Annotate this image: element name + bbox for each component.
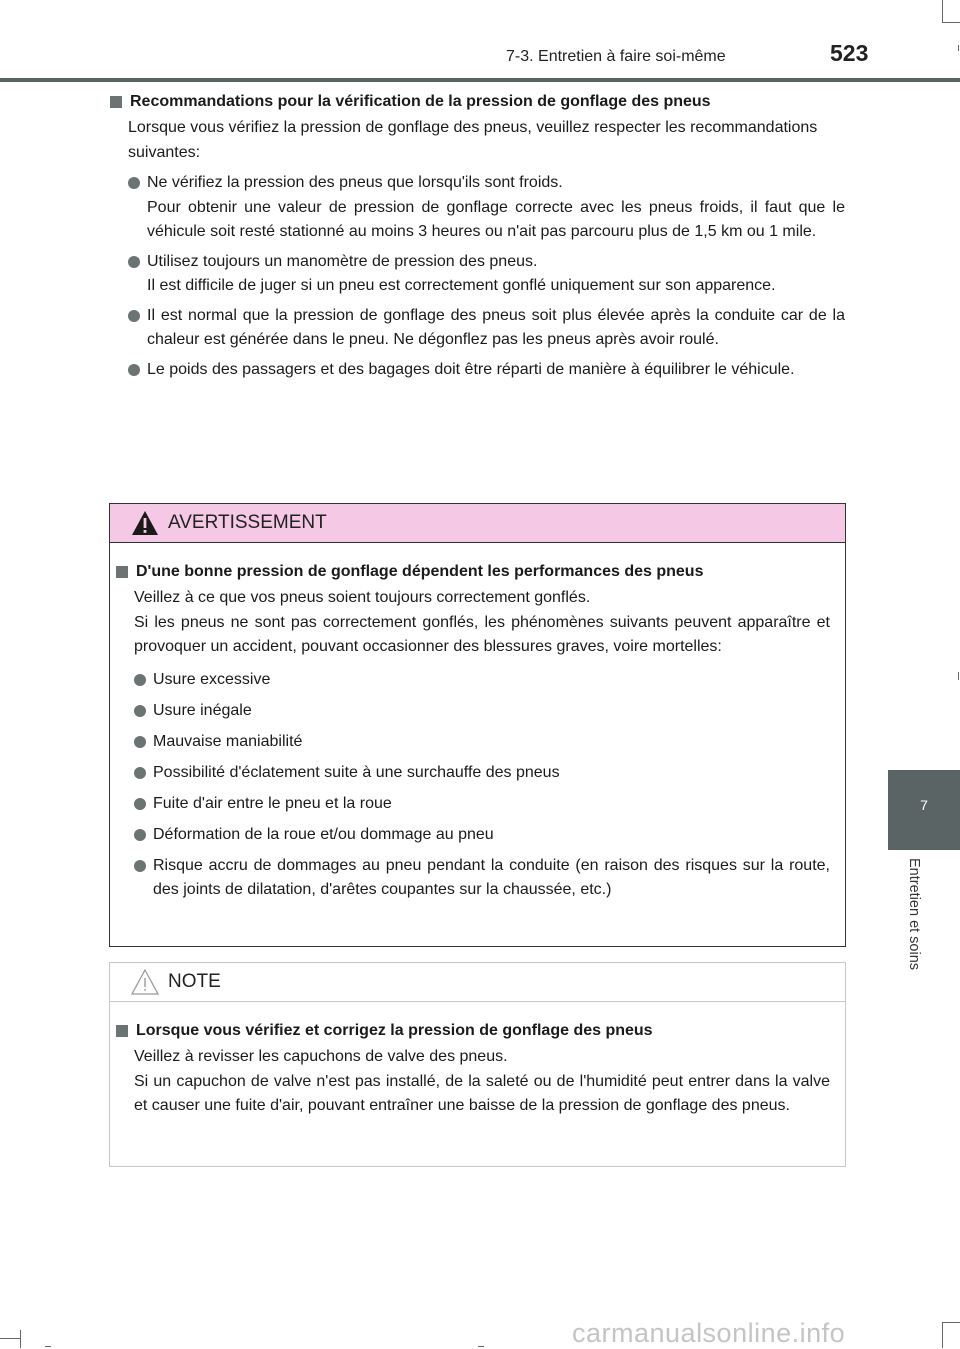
round-bullet-icon xyxy=(128,310,140,322)
list-item xyxy=(134,668,830,693)
list-item xyxy=(128,304,845,353)
note-header xyxy=(110,963,845,1002)
recommendation-list xyxy=(128,171,845,382)
list-item xyxy=(128,171,845,245)
list-item xyxy=(134,730,830,755)
warning-body xyxy=(110,543,845,903)
crop-mark xyxy=(45,1346,51,1347)
round-bullet-icon xyxy=(128,177,140,189)
note-body xyxy=(110,1002,845,1119)
round-bullet-icon xyxy=(128,364,140,376)
note-heading-text: Lorsque vous vérifiez et corrigez la pression de gonflage des pneus xyxy=(136,1022,653,1039)
section-title: 7-3. Entretien à faire soi-même xyxy=(506,48,726,65)
list-item-text: Usure inégale xyxy=(153,701,252,719)
warning-box xyxy=(109,503,846,947)
crop-mark xyxy=(958,45,959,51)
list-item xyxy=(134,792,830,817)
round-bullet-icon xyxy=(134,798,146,810)
crop-mark xyxy=(942,1322,943,1348)
page-number: 523 xyxy=(830,40,869,66)
note-heading xyxy=(116,1019,830,1043)
header-rule xyxy=(0,78,960,82)
warning-header xyxy=(110,504,845,543)
warning-list xyxy=(134,668,830,903)
list-item xyxy=(134,823,830,848)
square-bullet-icon xyxy=(116,1025,128,1037)
crop-mark xyxy=(958,672,959,680)
crop-mark xyxy=(478,1346,484,1347)
list-item xyxy=(128,250,845,299)
round-bullet-icon xyxy=(134,767,146,779)
note-title: NOTE xyxy=(168,971,221,992)
list-item-text: Possibilité d'éclatement suite à une surchauffe des pneus xyxy=(153,763,560,781)
note-box xyxy=(109,962,846,1167)
note-intro-line: Veillez à revisser les capuchons de valve des pneus. xyxy=(134,1048,508,1065)
crop-mark xyxy=(0,1338,20,1339)
square-bullet-icon xyxy=(110,96,122,108)
crop-mark xyxy=(942,1322,960,1323)
list-item xyxy=(134,699,830,724)
watermark: carmanualsonline.info xyxy=(572,1318,846,1348)
warning-heading-text: D'une bonne pression de gonflage dépendent les performances des pneus xyxy=(136,563,704,580)
list-item-text: Pour obtenir une valeur de pression de gonflage correcte avec les pneus froids, il faut que le véhicule soit resté stationné au moins 3 heures ou n'ait pas parcouru plus de 1,5 km ou 1 mile. xyxy=(147,198,845,240)
section-intro: Lorsque vous vérifiez la pression de gonflage des pneus, veuillez respecter les recommandations suivantes: xyxy=(128,119,818,161)
list-item xyxy=(134,761,830,786)
round-bullet-icon xyxy=(134,860,146,872)
note-intro-line: Si un capuchon de valve n'est pas installé, de la saleté ou de l'humidité peut entrer dans la valve et causer une fuite d'air, pouvant entraîner une baisse de la pression de gonflage des pneus. xyxy=(134,1072,830,1114)
warning-heading xyxy=(116,560,830,584)
round-bullet-icon xyxy=(134,829,146,841)
list-item-title: Utilisez toujours un manomètre de pression des pneus. xyxy=(147,252,538,270)
round-bullet-icon xyxy=(134,736,146,748)
round-bullet-icon xyxy=(128,256,140,268)
list-item-text: Risque accru de dommages au pneu pendant la conduite (en raison des risques sur la route, des joints de dilatation, d'arêtes coupantes sur la chaussée, etc.) xyxy=(153,856,830,898)
list-item-title: Le poids des passagers et des bagages doit être réparti de manière à équilibrer le véhicule. xyxy=(147,360,795,378)
list-item-title: Il est normal que la pression de gonflage des pneus soit plus élevée après la conduite car de la chaleur est générée dans le pneu. Ne dégonflez pas les pneus après avoir roulé. xyxy=(147,306,845,348)
warning-intro-line: Veillez à ce que vos pneus soient toujours correctement gonflés. xyxy=(134,589,591,606)
warning-triangle-icon xyxy=(130,509,160,537)
section-heading-text: Recommandations pour la vérification de la pression de gonflage des pneus xyxy=(130,93,711,110)
list-item-text: Il est difficile de juger si un pneu est correctement gonflé uniquement sur son apparence. xyxy=(147,277,776,294)
warning-intro xyxy=(134,586,830,660)
section-heading xyxy=(110,90,845,114)
crop-mark xyxy=(20,1330,21,1348)
list-item xyxy=(128,358,845,383)
warning-intro-line: Si les pneus ne sont pas correctement gonflés, les phénomènes suivants peuvent apparaître et provoquer un accident, pouvant occasionner des blessures graves, voire mortelles: xyxy=(134,613,830,655)
chapter-tab: 7 xyxy=(888,770,960,850)
list-item xyxy=(134,854,830,903)
list-item-title: Ne vérifiez la pression des pneus que lorsqu'ils sont froids. xyxy=(147,174,563,191)
round-bullet-icon xyxy=(134,705,146,717)
list-item-text: Fuite d'air entre le pneu et la roue xyxy=(153,794,392,812)
list-item-text: Déformation de la roue et/ou dommage au pneu xyxy=(153,825,494,843)
square-bullet-icon xyxy=(116,566,128,578)
caution-triangle-icon xyxy=(130,968,160,996)
round-bullet-icon xyxy=(134,674,146,686)
crop-mark xyxy=(942,0,943,22)
list-item-text: Mauvaise maniabilité xyxy=(153,732,303,750)
note-intro xyxy=(134,1045,830,1119)
chapter-label: Entretien et soins xyxy=(906,858,922,971)
crop-mark xyxy=(942,22,960,23)
recommendations-section xyxy=(110,90,845,387)
list-item-text: Usure excessive xyxy=(153,670,271,688)
warning-title: AVERTISSEMENT xyxy=(168,512,327,533)
